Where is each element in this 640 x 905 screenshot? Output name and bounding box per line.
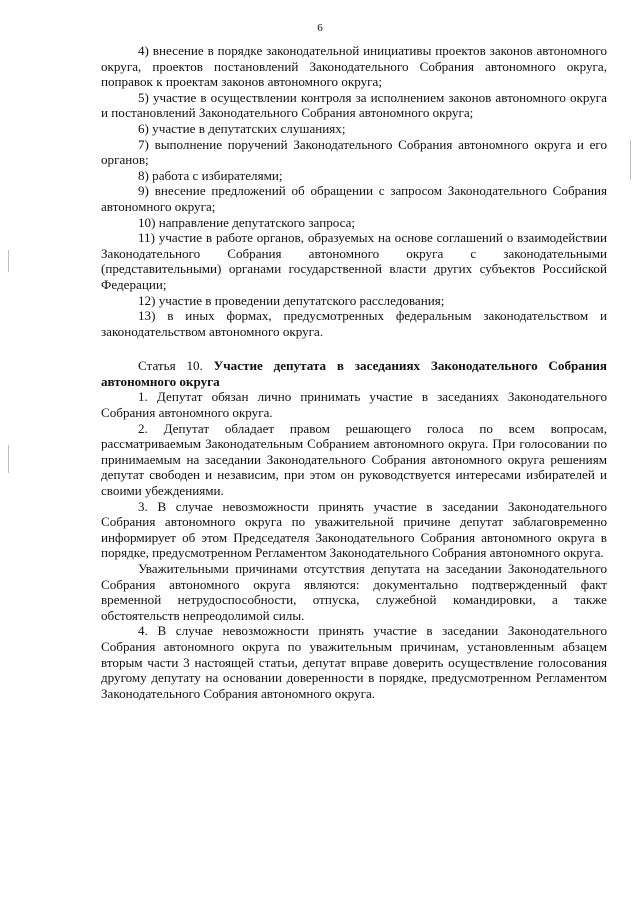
- list-item: 11) участие в работе органов, образуемых на основе соглашений о взаимодействии Законодательного Собрания автономного округа с законодательными (представительными) органами государственной власти других субъектов Российской Федерации;: [101, 230, 607, 292]
- scan-margin-mark: [630, 140, 631, 180]
- article-label: Статья 10.: [138, 358, 203, 374]
- list-item: 10) направление депутатского запроса;: [138, 214, 356, 230]
- list-item: 4) внесение в порядке законодательной инициативы проектов законов автономного округа, проектов постановлений Законодательного Собрания автономного округа, поправок к проектам законов автономного округа;: [101, 43, 607, 90]
- article-heading: [101, 358, 607, 389]
- list-item: 13) в иных формах, предусмотренных федеральным законодательством и законодательством автономного округа.: [101, 308, 607, 339]
- document-body: [101, 43, 607, 701]
- article-title: Участие депутата в заседаниях Законодательного Собрания автономного округа: [101, 358, 607, 389]
- list-item: 9) внесение предложений об обращении с запросом Законодательного Собрания автономного округа;: [101, 183, 607, 214]
- article-paragraph: 3. В случае невозможности принять участие в заседании Законодательного Собрания автономного округа по уважительной причине депутат заблаговременно информирует об этом Председателя Законодательного Собрания автономного округа в порядке, предусмотренном Регламентом Законодательного Собрания автономного округа.: [101, 498, 607, 561]
- scan-margin-mark: [8, 250, 9, 272]
- page-number: 6: [317, 22, 323, 34]
- article-paragraph: 2. Депутат обладает правом решающего голоса по всем вопросам, рассматриваемым Законодательным Собранием автономного округа. При голосовании по принимаемым на заседании Законодательного Собрания автономного округа решениям депутат свободен и независим, при этом он руководствуется интересами избирателей и своими убеждениями.: [101, 420, 607, 499]
- list-item: 12) участие в проведении депутатского расследования;: [138, 292, 445, 308]
- list-item: 6) участие в депутатских слушаниях;: [138, 120, 346, 136]
- section-spacer: [101, 339, 607, 358]
- article-paragraph: 4. В случае невозможности принять участие в заседании Законодательного Собрания автономного округа по уважительным причинам, установленным абзацем вторым части 3 настоящей статьи, депутат вправе доверить осуществление голосования другому депутату на основании доверенности в порядке, предусмотренном Регламентом Законодательного Собрания автономного округа.: [101, 623, 607, 701]
- list-item: 7) выполнение поручений Законодательного Собрания автономного округа и его органов;: [101, 136, 607, 168]
- list-item: 5) участие в осуществлении контроля за исполнением законов автономного округа и постановлений Законодательного Собрания автономного округа;: [101, 89, 607, 121]
- article-paragraph: Уважительными причинами отсутствия депутата на заседании Законодательного Собрания автономного округа являются: документально подтвержденный факт временной нетрудоспособности, отпуска, служебной командировки, а также обстоятельств непреодолимой силы.: [101, 561, 607, 623]
- scan-margin-mark: [8, 445, 9, 473]
- list-item: 8) работа с избирателями;: [138, 167, 283, 183]
- article-paragraph: 1. Депутат обязан лично принимать участие в заседаниях Законодательного Собрания автономного округа.: [101, 389, 607, 421]
